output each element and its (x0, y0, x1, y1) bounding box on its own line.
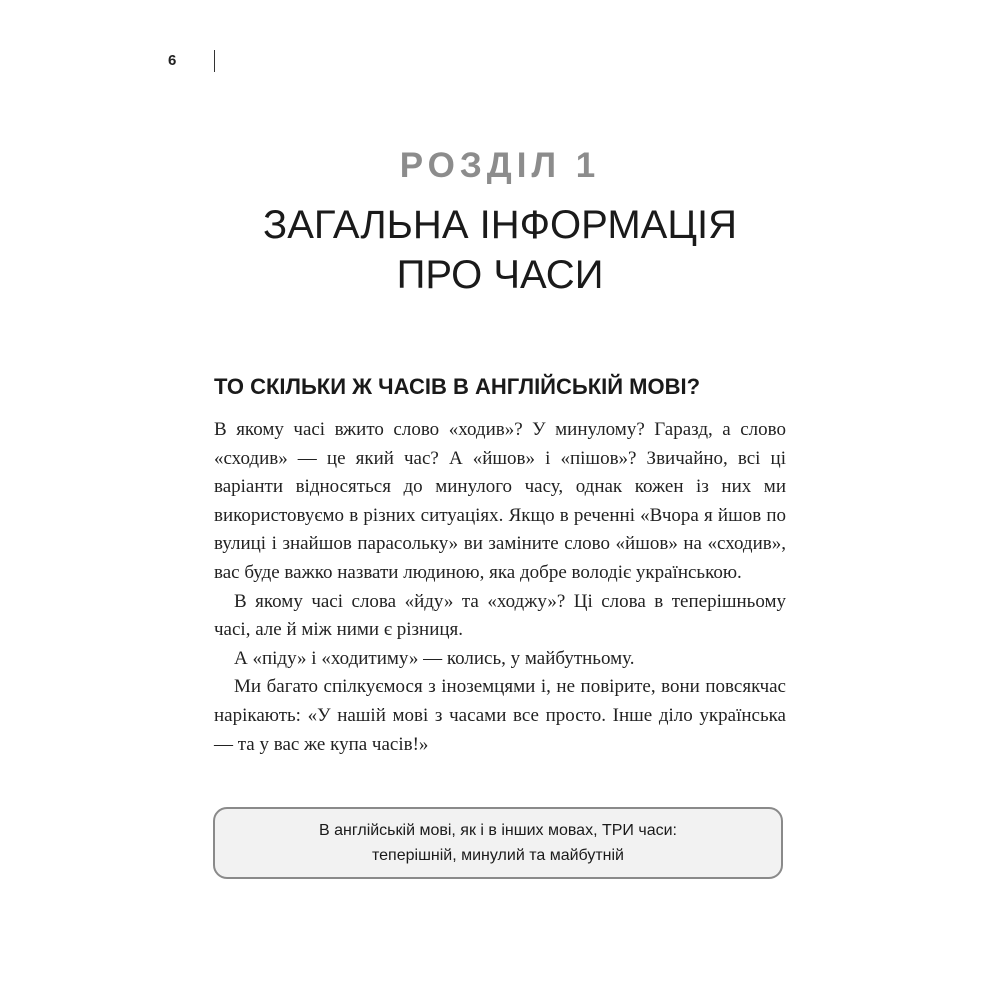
body-text (214, 416, 786, 759)
page-number: 6 (168, 52, 177, 69)
callout-box (213, 807, 783, 879)
chapter-title (0, 200, 1000, 300)
paragraph: В якому часі вжито слово «ходив»? У минулому? Гаразд, а слово «сходив» — це який час? А «йшов» і «пішов»? Звичайно, всі ці варіанти відносяться до минулого часу, однак кожен із них ми використовуємо в різних ситуаціях. Якщо в реченні «Вчора я йшов по вулиці і знайшов парасольку» ви заміните слово «йшов» на «сходив», вас буде важко назвати людиною, яка добре володіє українською. (214, 419, 786, 583)
section-heading: ТО СКІЛЬКИ Ж ЧАСІВ В АНГЛІЙСЬКІЙ МОВІ? (214, 374, 701, 399)
chapter-title-line-1: ЗАГАЛЬНА ІНФОРМАЦІЯ (263, 203, 737, 247)
chapter-label: РОЗДІЛ 1 (399, 146, 601, 185)
paragraph: В якому часі слова «йду» та «ходжу»? Ці слова в теперішньому часі, але й між ними є різниця. (214, 590, 786, 641)
page-number-divider (214, 50, 215, 72)
chapter-title-line-2: ПРО ЧАСИ (396, 253, 604, 297)
callout-line-1: В англійській мові, як і в інших мовах, ТРИ часи: (319, 822, 677, 839)
paragraph: Ми багато спілкуємося з іноземцями і, не повірите, вони повсякчас нарікають: «У нашій мові з часами все просто. Інше діло українська — та у вас же купа часів!» (214, 676, 786, 755)
paragraph: А «піду» і «ходитиму» — колись, у майбутньому. (234, 647, 635, 669)
callout-line-2: теперішній, минулий та майбутній (372, 847, 624, 864)
